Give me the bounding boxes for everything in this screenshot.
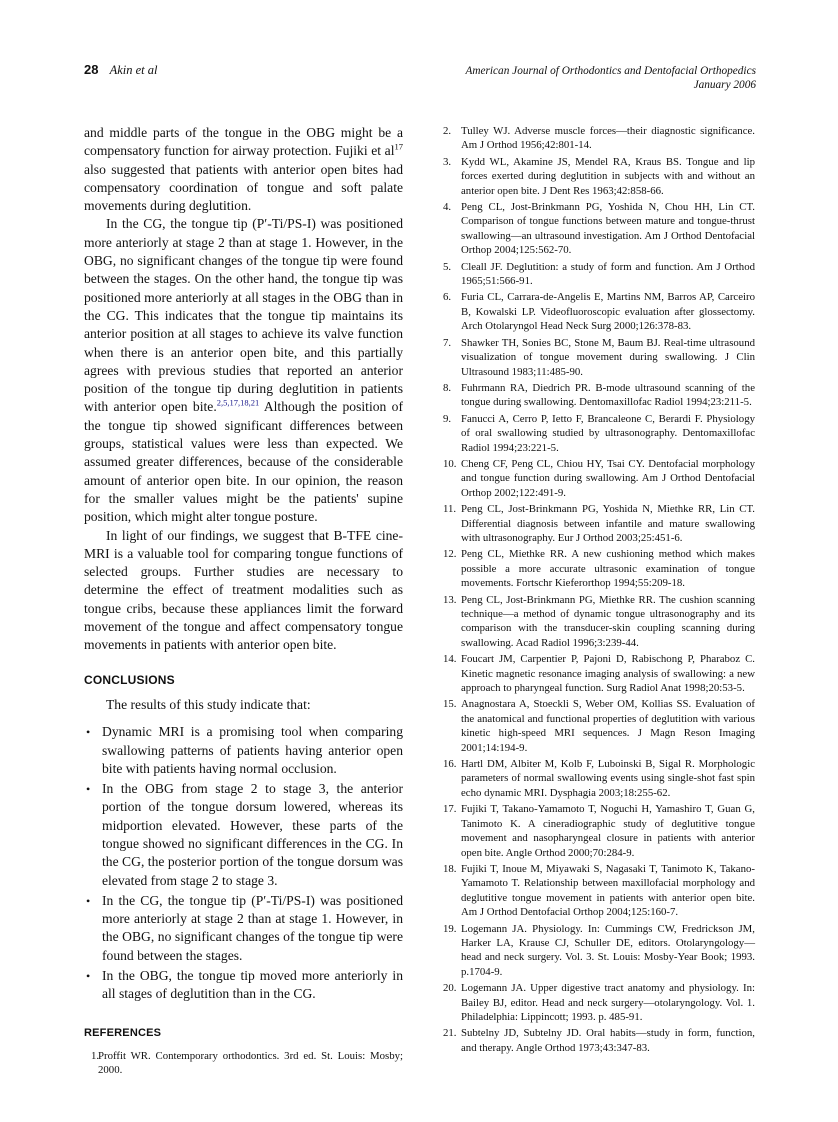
reference-item: 7. Shawker TH, Sonies BC, Stone M, Baum BJ. Real-time ultrasound visualization of tongue movement during swallowing. J Clin Ultrasound 1983;11:485-90.: [443, 336, 755, 378]
reference-item: 5. Cleall JF. Deglutition: a study of form and function. Am J Orthod 1965;51:566-91.: [443, 260, 755, 288]
discussion-paragraph-2: In the CG, the tongue tip (P′-Ti/PS-I) was positioned more anteriorly at stage 2 than at stage 1. However, in the OBG, no significant changes of the tongue tip were found between the stages. On the other hand, the tongue tip was positioned more anteriorly at all stages in the OBG than in the CG. This indicates that the tongue tip maintains its anterior position at all stages to achieve its valve function when there is an anterior open bite, and this partially agrees with previous studies that reported an anterior position of the tongue tip during deglutition in patients with anterior open bite.$^{2,5,17,18,21}$ Although the position of the tongue tip showed significant differences between groups, statistical values were less than expected. We assumed greater differences, because of the considerable amount of anterior open bite. In our opinion, the reason for the smaller values might be the patients' supine position, which might alter tongue posture.: [84, 216, 403, 525]
citation-superscript[interactable]: 2,5,17,18,21: [216, 397, 260, 408]
reference-item: 19. Logemann JA. Physiology. In: Cummings CW, Fredrickson JM, Harker LA, Krause CJ, Schuller DE, editors. Otolaryngology—head and neck surgery. Vol. 3. St. Louis: Mosby-Year Book; 1993. p.1704-9.: [443, 922, 755, 978]
reference-number: 16.: [443, 758, 457, 771]
conclusion-item: • In the CG, the tongue tip (P′-Ti/PS-I) was positioned more anteriorly at stage 2 than at stage 1. However, in the OBG, no significant changes of the tongue tip were found between the stages.: [86, 892, 403, 963]
reference-number: 9.: [443, 412, 452, 425]
reference-number: 17.: [443, 803, 457, 816]
reference-item: 15. Anagnostara A, Stoeckli S, Weber OM, Kollias SS. Evaluation of the anatomical and functional properties of deglutition with various kinetic high-speed MRI sequences. J Magn Reson Imaging 2001;14:194-9.: [443, 698, 755, 754]
reference-number: 20.: [443, 982, 457, 995]
running-head-left: [84, 62, 158, 78]
references-heading: REFERENCES: [84, 1026, 162, 1039]
reference-item: 21. Subtelny JD, Subtelny JD. Oral habits—study in form, function, and therapy. Angle Orthod 1973;43:347-83.: [443, 1027, 755, 1054]
discussion-paragraph-1: and middle parts of the tongue in the OBG might be a compensatory function for airway protection. Fujiki et $al^{17}$ also suggested that patients with anterior open bites had compensatory coordination of tongue and soft palate movements during deglutition.: [84, 125, 403, 214]
reference-item: 14. Foucart JM, Carpentier P, Pajoni D, Rabischong P, Pharaboz C. Kinetic magnetic resonance imaging analysis of swallowing: a new approach to pharyngeal function. Surg Radiol Anat 1998;20:53-5.: [443, 653, 755, 695]
discussion-paragraph-3: In light of our findings, we suggest that B-TFE cine-MRI is a valuable tool for comparing tongue functions of selected groups. Further studies are necessary to determine the effect of treatment modalities such as tongue cribs, because these appliances limit the forward movement of the tongue and affect compensatory tongue movements in patients with anterior open bite.: [84, 527, 403, 653]
running-head-right: [465, 64, 756, 92]
reference-item: 16. Hartl DM, Albiter M, Kolb F, Luboinski B, Sigal R. Morphologic parameters of normal swallowing events using single-shot fast spin echo dynamic MRI. Dysphagia 2003;18:255-62.: [443, 758, 755, 799]
references-list-left: [84, 1049, 403, 1078]
bullet-icon: •: [86, 782, 91, 797]
reference-item: 9. Fanucci A, Cerro P, Ietto F, Brancaleone C, Berardi F. Physiology of oral swallowing studied by ultrasonography. Dentomaxillofac Radiol 1994;23:221-5.: [443, 412, 755, 454]
reference-number: 4.: [443, 201, 452, 214]
conclusion-item: • In the OBG, the tongue tip moved more anteriorly in all stages of deglutition than in the CG.: [86, 968, 403, 1002]
reference-number: 10.: [443, 457, 457, 470]
reference-number: 18.: [443, 862, 457, 875]
reference-item: 11. Peng CL, Jost-Brinkmann PG, Yoshida N, Miethke RR, Lin CT. Differential diagnosis between infantile and mature swallowing with ultrasonography. Eur J Orthod 2003;25:451-6.: [443, 503, 755, 544]
left-column: [84, 124, 403, 1080]
journal-title: American Journal of Orthodontics and Dentofacial Orthopedics: [465, 65, 756, 77]
reference-number: 2.: [443, 125, 452, 137]
reference-number: 6.: [443, 291, 452, 304]
reference-item: 20. Logemann JA. Upper digestive tract anatomy and physiology. In: Bailey BJ, editor. Head and neck surgery—otolaryngology. Vol. 1. Philadelphia: Lippincott; 1993. p. 485-91.: [443, 982, 755, 1023]
bullet-icon: •: [86, 969, 91, 984]
citation-superscript[interactable]: 17: [394, 141, 403, 152]
running-head-author: Akin et al: [109, 63, 158, 77]
reference-number: 5.: [443, 260, 452, 273]
reference-item: 13. Peng CL, Jost-Brinkmann PG, Miethke RR. The cushion scanning technique—a method of dynamic tongue ultrasonography and its comparison with the transducer-skin coupling scanning during swallowing. Acad Radiol 1996;3:239-44.: [443, 593, 755, 649]
reference-number: 8.: [443, 381, 452, 394]
issue-date: January 2006: [693, 79, 756, 91]
reference-number: 3.: [443, 155, 452, 168]
reference-item: 3. Kydd WL, Akamine JS, Mendel RA, Kraus BS. Tongue and lip forces exerted during deglutition in subjects with and without an anterior open bite. J Dent Res 1963;42:858-66.: [443, 155, 755, 197]
reference-number: 15.: [443, 698, 457, 711]
reference-item: 6. Furia CL, Carrara-de-Angelis E, Martins NM, Barros AP, Carceiro B, Kowalski LP. Videofluoroscopic evaluation after glossectomy. Arch Otolaryngol Head Neck Surg 2000;126:378-83.: [443, 291, 755, 333]
reference-item: 12. Peng CL, Miethke RR. A new cushioning method which makes possible a more accurate ultrasonic examination of tongue movements. Fortschr Kieferorthop 1994;55:209-18.: [443, 548, 755, 590]
reference-number: 1.: [91, 1049, 100, 1062]
reference-number: 7.: [443, 336, 452, 349]
reference-item: 4. Peng CL, Jost-Brinkmann PG, Yoshida N, Chou HH, Lin CT. Comparison of tongue functions between mature and tongue-thrust swallowing—an ultrasound investigation. Am J Orthod Dentofacial Orthop 2004;125:562-70.: [443, 201, 755, 257]
conclusions-lead: The results of this study indicate that:: [106, 696, 311, 712]
reference-number: 14.: [443, 653, 457, 666]
conclusions-list: [84, 723, 403, 1003]
bullet-icon: •: [86, 893, 91, 908]
reference-item: 18. Fujiki T, Inoue M, Miyawaki S, Nagasaki T, Tanimoto K, Takano-Yamamoto T. Relationship between maxillofacial morphology and deglutitive tongue movement in patients with anterior open bite. Am J Orthod Dentofacial Orthop 2004;125:160-7.: [443, 862, 755, 919]
page-number: 28: [84, 62, 99, 77]
reference-number: 21.: [443, 1027, 457, 1040]
conclusion-item: • Dynamic MRI is a promising tool when comparing swallowing patterns of patients having anterior open bite with patients having normal occlusion.: [86, 724, 403, 776]
reference-number: 12.: [443, 548, 457, 561]
reference-item: 17. Fujiki T, Takano-Yamamoto T, Noguchi H, Yamashiro T, Guan G, Tanimoto K. A cineradiographic study of deglutitive tongue movement and nasopharyngeal closure in patients with anterior open bite. Angle Orthod 2000;70:284-9.: [443, 803, 755, 859]
reference-item: 10. Cheng CF, Peng CL, Chiou HY, Tsai CY. Dentofacial morphology and tongue function during swallowing. Am J Orthod Dentofacial Orthop 2002;122:491-9.: [443, 457, 755, 499]
reference-item: 2. Tulley WJ. Adverse muscle forces—their diagnostic significance. Am J Orthod 1956;42:801-14.: [443, 125, 755, 152]
reference-number: 13.: [443, 593, 457, 606]
conclusions-heading: CONCLUSIONS: [84, 672, 175, 687]
reference-number: 19.: [443, 922, 457, 935]
reference-item: 8. Fuhrmann RA, Diedrich PR. B-mode ultrasound scanning of the tongue during swallowing. Dentomaxillofac Radiol 1994;23:211-5.: [443, 381, 755, 409]
bullet-icon: •: [86, 725, 91, 740]
reference-item: 1. Proffit WR. Contemporary orthodontics. 3rd ed. St. Louis: Mosby; 2000.: [91, 1049, 403, 1077]
conclusion-item: • In the OBG from stage 2 to stage 3, the anterior portion of the tongue dorsum lowered, whereas its midportion elevated. However, these parts of the tongue showed no significant differences in the CG. In the CG, the posterior portion of the tongue dorsum was elevated from stage 2 to stage 3.: [86, 781, 403, 888]
reference-number: 11.: [443, 503, 457, 516]
right-column-references: [443, 124, 755, 1057]
